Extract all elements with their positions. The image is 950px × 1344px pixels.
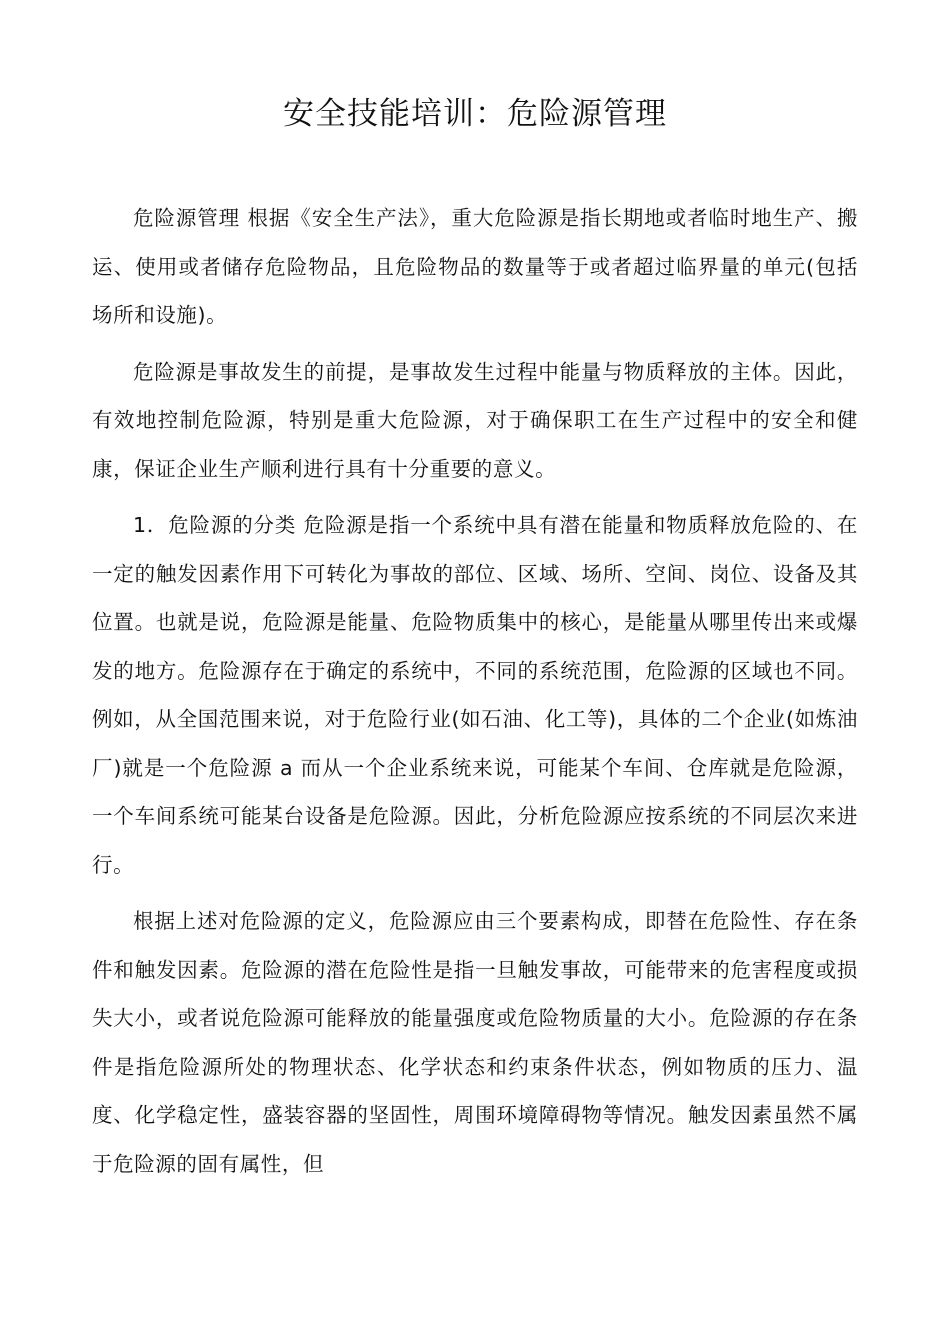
- paragraph-hazard-classification: 1．危险源的分类 危险源是指一个系统中具有潜在能量和物质释放危险的、在一定的触发因素作用下可转化为事故的部位、区域、场所、空间、岗位、设备及其位置。也就是说，危险源是能量、危险物质集中的核心，是能量从哪里传出来或爆发的地方。危险源存在于确定的系统中，不同的系统范围，危险源的区域也不同。例如，从全国范围来说，对于危险行业(如石油、化工等)，具体的二个企业(如炼油厂)就是一个危险源 a 而从一个企业系统来说，可能某个车间、仓库就是危险源，一个车间系统可能某台设备是危险源。因此，分析危险源应按系统的不同层次来进行。: [92, 513, 858, 877]
- document-page: [92, 0, 858, 1188]
- paragraph-hazard-management-definition: 危险源管理 根据《安全生产法》，重大危险源是指长期地或者临时地生产、搬运、使用或者储存危险物品，且危险物品的数量等于或者超过临界量的单元(包括场所和设施)。: [92, 206, 858, 327]
- paragraph-hazard-importance: 危险源是事故发生的前提，是事故发生过程中能量与物质释放的主体。因此，有效地控制危险源，特别是重大危险源，对于确保职工在生产过程中的安全和健康，保证企业生产顺利进行具有十分重要的意义。: [92, 359, 858, 481]
- paragraph-hazard-elements: 根据上述对危险源的定义，危险源应由三个要素构成，即替在危险性、存在条件和触发因素。危险源的潜在危险性是指一旦触发事故，可能带来的危害程度或损失大小，或者说危险源可能释放的能量强度或危险物质量的大小。危险源的存在条件是指危险源所处的物理状态、化学状态和约束条件状态，例如物质的压力、温度、化学稳定性，盛装容器的坚固性，周围环境障碍物等情况。触发因素虽然不属于危险源的固有属性，但: [92, 909, 858, 1176]
- document-title: 安全技能培训：危险源管理: [283, 96, 667, 132]
- document-body: [92, 194, 858, 1188]
